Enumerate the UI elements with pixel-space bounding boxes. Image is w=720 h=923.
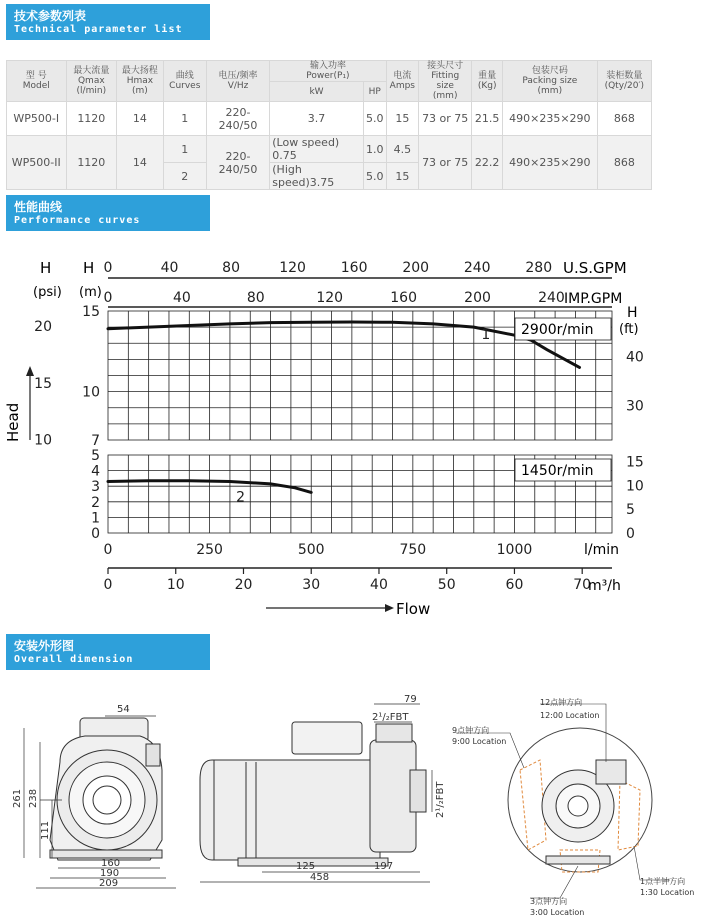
lmin-tick-label: 250 (196, 542, 223, 558)
curve-1 (108, 322, 580, 367)
section-title-en: Overall dimension (14, 654, 134, 665)
upper-m-tick-label: 15 (82, 304, 100, 320)
impgpm-tick-label: 40 (172, 290, 191, 306)
dim-209: 209 (99, 878, 119, 889)
cell-curve: 1 (163, 136, 206, 163)
cell-amps: 15 (386, 102, 418, 136)
cell-qty: 868 (597, 102, 651, 136)
section-title-zh: 性能曲线 (14, 200, 63, 214)
cell-kw: (High speed)3.75 (270, 163, 364, 190)
curves (108, 322, 580, 492)
upper-m-tick-label: 10 (82, 384, 100, 401)
upper-m-tick-label: 7 (91, 433, 100, 449)
flow-axis-label: Flow (396, 600, 431, 618)
cell-weight: 21.5 (472, 102, 503, 136)
usgpm-label: U.S.GPM (563, 259, 627, 277)
loc-130-en: 1:30 Location (640, 888, 695, 897)
cell-voltage: 220-240/50 (206, 136, 269, 190)
header-qmax: 最大流量 Qmax (l/min) (66, 61, 116, 102)
m3h-tick-label: 60 (505, 577, 524, 593)
pump-side-view (200, 722, 426, 866)
loc-12-en: 12:00 Location (540, 711, 600, 720)
performance-chart (0, 240, 720, 630)
loc-9-zh: 9点钟方向 (452, 726, 490, 735)
upper-ft-tick-label: 30 (626, 398, 644, 415)
loc-9-en: 9:00 Location (452, 737, 507, 746)
section-header-dimension (6, 634, 210, 670)
header-weight: 重量 (Kg) (472, 61, 503, 102)
cell-hmax: 14 (117, 136, 164, 190)
table-row (7, 102, 652, 136)
cell-fitting: 73 or 75 (419, 102, 472, 136)
m3h-tick-label: 70 (573, 577, 592, 593)
dim-160: 160 (101, 858, 121, 869)
usgpm-tick-label: 0 (103, 260, 113, 276)
h-ft-unit: (ft) (619, 322, 639, 337)
psi-tick-label: 10 (34, 432, 52, 449)
cell-curve: 2 (163, 163, 206, 190)
lower-m-tick-label: 0 (91, 526, 100, 542)
header-model: 型 号 Model (7, 61, 67, 102)
usgpm-tick-label: 280 (525, 260, 553, 276)
m3h-tick-label: 10 (166, 577, 185, 593)
speed-label-upper: 2900r/min (521, 322, 594, 338)
section-header-performance (6, 195, 210, 231)
lmin-label: l/min (584, 542, 620, 558)
dim-79: 79 (404, 694, 417, 705)
dim-261: 261 (12, 788, 23, 808)
header-fitting: 接头尺寸 Fitting size (mm) (419, 61, 472, 102)
lmin-tick-label: 500 (297, 542, 325, 558)
lower-ft-tick-label: 0 (626, 526, 635, 542)
dimension-drawings (0, 690, 720, 923)
dim-fbt-top: 2¹/₂FBT (372, 712, 409, 723)
usgpm-tick-label: 80 (222, 260, 240, 276)
cell-qmax: 1120 (66, 102, 116, 136)
lmin-tick-label: 0 (103, 542, 113, 558)
impgpm-tick-label: 160 (390, 290, 418, 306)
m3h-tick-label: 0 (103, 577, 113, 593)
head-axis-label: Head (4, 402, 22, 442)
lower-m-tick-label: 4 (91, 463, 100, 480)
lower-ft-tick-label: 5 (626, 502, 635, 519)
h-m-label: H (83, 259, 95, 277)
lower-ft-tick-label: 15 (626, 454, 644, 471)
psi-tick-label: 15 (34, 375, 52, 392)
dim-197: 197 (374, 861, 394, 872)
table-row (7, 136, 652, 163)
header-voltage: 电压/频率 V/Hz (206, 61, 269, 102)
lower-m-tick-label: 2 (91, 494, 100, 511)
curve-label-1: 1 (481, 327, 491, 344)
cell-hp: 5.0 (363, 163, 386, 190)
header-kw: kW (270, 82, 364, 102)
loc-130-zh: 1点半钟方向 (640, 877, 686, 886)
header-curves: 曲线 Curves (163, 61, 206, 102)
curve-label-2: 2 (236, 489, 246, 506)
cell-weight: 22.2 (472, 136, 503, 190)
cell-hp: 5.0 (363, 102, 386, 136)
section-title-en: Performance curves (14, 215, 141, 226)
header-packing: 包装尺码 Packing size (mm) (502, 61, 597, 102)
loc-3-zh: 3点钟方向 (530, 897, 568, 906)
h-psi-unit: (psi) (33, 285, 62, 300)
head-arrow-head (26, 366, 34, 376)
cell-model: WP500-II (7, 136, 67, 190)
h-ft-label: H (627, 305, 638, 321)
loc-12-zh: 12点钟方向 (540, 698, 583, 707)
impgpm-tick-label: 200 (464, 290, 491, 306)
header-hmax: 最大扬程 Hmax (m) (117, 61, 164, 102)
cell-amps: 4.5 (386, 136, 418, 163)
h-m-unit: (m) (79, 285, 102, 300)
cell-amps: 15 (386, 163, 418, 190)
lmin-tick-label: 1000 (496, 542, 533, 558)
cell-voltage: 220-240/50 (206, 102, 269, 136)
cell-packing: 490×235×290 (502, 136, 597, 190)
section-title-en: Technical parameter list (14, 24, 183, 35)
dim-54: 54 (117, 704, 130, 715)
section-title-zh: 技术参数列表 (14, 9, 87, 23)
impgpm-tick-label: 0 (103, 290, 113, 306)
lower-m-tick-label: 5 (91, 448, 100, 464)
h-psi-label: H (40, 259, 52, 277)
cell-hmax: 14 (117, 102, 164, 136)
cell-model: WP500-I (7, 102, 67, 136)
dim-458: 458 (310, 872, 330, 883)
dim-190: 190 (100, 868, 120, 879)
cell-qmax: 1120 (66, 136, 116, 190)
loc-3-en: 3:00 Location (530, 908, 585, 917)
header-hp: HP (363, 82, 386, 102)
impgpm-label: IMP.GPM (564, 291, 623, 307)
header-amps: 电流 Amps (386, 61, 418, 102)
m3h-tick-label: 50 (437, 577, 456, 593)
section-title-zh: 安装外形图 (14, 639, 75, 653)
m3h-tick-label: 40 (370, 577, 388, 593)
m3h-tick-label: 20 (234, 577, 253, 593)
impgpm-tick-label: 240 (538, 290, 565, 306)
upper-ft-tick-label: 40 (626, 349, 644, 366)
header-qty: 装柜数量 (Qty/20′) (597, 61, 651, 102)
dim-fbt-side: 2¹/₂FBT (435, 781, 446, 818)
usgpm-tick-label: 240 (463, 260, 491, 276)
lower-m-tick-label: 3 (91, 479, 100, 496)
dim-238: 238 (28, 788, 39, 808)
cell-kw: (Low speed) 0.75 (270, 136, 364, 163)
cell-curve: 1 (163, 102, 206, 136)
psi-tick-label: 20 (34, 319, 52, 336)
usgpm-tick-label: 40 (160, 260, 179, 276)
cell-hp: 1.0 (363, 136, 386, 163)
dim-125: 125 (296, 861, 316, 872)
flow-arrow-head (385, 604, 394, 612)
cell-kw: 3.7 (270, 102, 364, 136)
header-power: 输入功率 Power(P₁) (270, 61, 386, 82)
lower-ft-tick-label: 10 (626, 478, 644, 495)
technical-parameter-table (6, 60, 652, 190)
cell-packing: 490×235×290 (502, 102, 597, 136)
usgpm-tick-label: 160 (340, 260, 368, 276)
speed-label-lower: 1450r/min (521, 463, 594, 479)
impgpm-tick-label: 80 (246, 290, 265, 306)
pump-front-view (50, 718, 162, 860)
m3h-label: m³/h (588, 578, 621, 594)
usgpm-tick-label: 120 (279, 260, 306, 276)
cell-qty: 868 (597, 136, 651, 190)
pump-orientation-view (508, 728, 652, 872)
m3h-tick-label: 30 (302, 577, 321, 593)
section-header-technical (6, 4, 210, 40)
usgpm-tick-label: 200 (402, 260, 430, 276)
lmin-tick-label: 750 (399, 542, 427, 558)
chart-labels (34, 260, 644, 593)
cell-fitting: 73 or 75 (419, 136, 472, 190)
dim-111: 111 (40, 820, 51, 840)
lower-m-tick-label: 1 (91, 510, 100, 527)
impgpm-tick-label: 120 (316, 290, 344, 306)
